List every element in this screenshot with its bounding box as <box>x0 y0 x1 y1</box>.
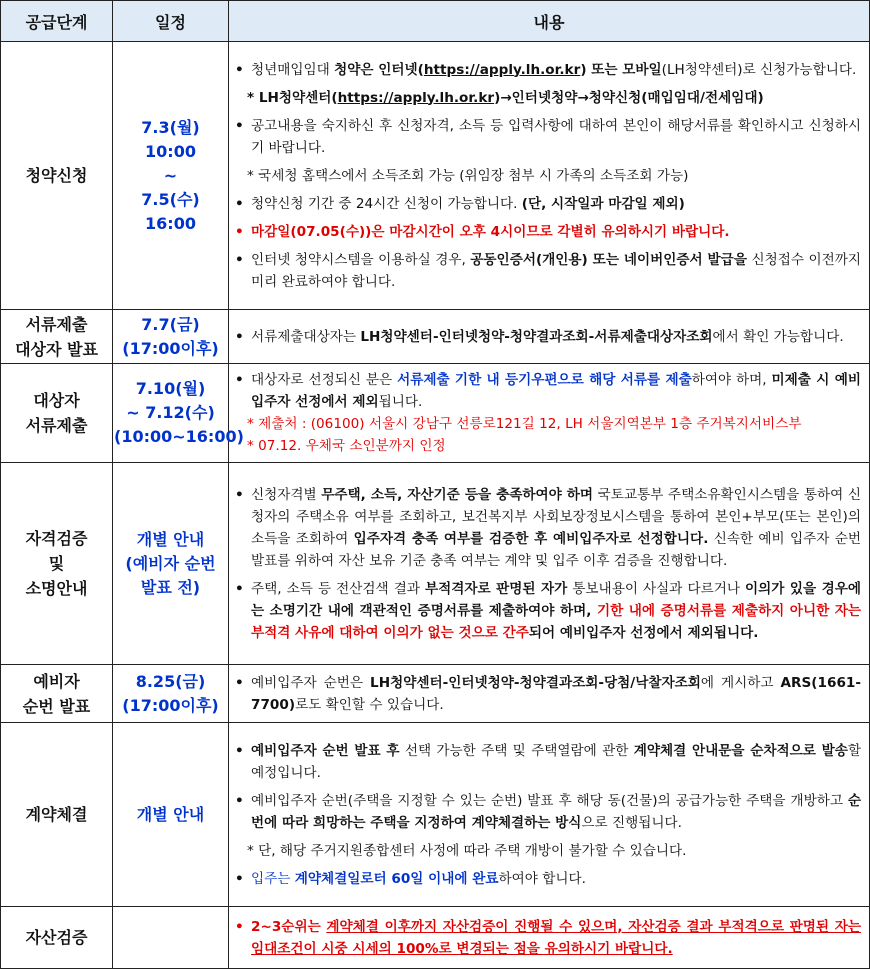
note-item: * 07.12. 우체국 소인분까지 인정 <box>247 438 446 454</box>
table-row-document-submit <box>1 364 870 463</box>
stage-label: 예비자 <box>33 671 80 691</box>
table-row-asset-check <box>1 907 870 969</box>
schedule-line: 7.5(수) <box>141 189 200 209</box>
content-cell <box>229 907 870 969</box>
table-row-contract <box>1 723 870 907</box>
bullet-item: • 청약신청 기간 중 24시간 신청이 가능합니다. (단, 시작일과 마감일 제외) <box>235 193 861 215</box>
schedule-line: 개별 안내 <box>136 804 205 824</box>
stage-label: 서류제출 <box>25 416 88 435</box>
content-cell <box>229 665 870 723</box>
stage-label: 서류제출 <box>25 314 88 334</box>
table-row-waitlist <box>1 665 870 723</box>
bullet-item-warning: • 마감일(07.05(수))은 마감시간이 오후 4시이므로 각별히 유의하시기 바랍니다. <box>235 221 861 243</box>
stage-label: 대상자 발표 <box>15 339 98 359</box>
content-cell <box>229 463 870 665</box>
table-row-document-target <box>1 310 870 364</box>
table-row-eligibility <box>1 463 870 665</box>
table-row-application <box>1 42 870 310</box>
schedule-cell-empty <box>113 907 229 969</box>
schedule-line: 개별 안내 <box>136 529 205 549</box>
content-cell <box>229 42 870 310</box>
bullet-item: • 주택, 소득 등 전산검색 결과 부적격자로 판명된 자가 통보내용이 사실과 다르거나 이의가 있을 경우에는 소명기간 내에 객관적인 증명서류를 제출하여야 하며, 기한 내에 증명서류를 제출하지 아니한 자는 부적격 사유에 대하여 이의가 없는 것으로 간주되어 예비입주자 선정에서 제외됩니다. <box>235 578 861 644</box>
schedule-line: (17:00이후) <box>122 695 219 715</box>
schedule-cell <box>113 42 229 310</box>
bullet-item: • 예비입주자 순번(주택을 지정할 수 있는 순번) 발표 후 해당 동(건물)의 공급가능한 주택을 개방하고 순번에 따라 희망하는 주택을 지정하여 계약체결하는 방식으로 진행됩니다. <box>235 790 861 834</box>
header-content: 내용 <box>229 1 870 42</box>
stage-cell <box>1 42 113 310</box>
header-stage: 공급단계 <box>1 1 113 42</box>
schedule-cell <box>113 665 229 723</box>
schedule-line: 7.7(금) <box>141 314 200 334</box>
schedule-line: 7.3(월) <box>141 117 200 137</box>
stage-label: 대상자 <box>33 391 80 410</box>
schedule-line: 8.25(금) <box>135 671 206 691</box>
note-item: * 국세청 홈택스에서 소득조회 가능 (위임장 첨부 시 가족의 소득조회 가능) <box>247 167 689 184</box>
header-row <box>1 1 870 42</box>
schedule-line: 7.10(월) <box>135 379 206 398</box>
bullet-item-warning: • 2~3순위는 계약체결 이후까지 자산검증이 진행될 수 있으며, 자산검증 결과 부적격으로 판명된 자는 임대조건이 시중 시세의 100%로 변경되는 점을 유의하시기 바랍니다. <box>235 916 861 960</box>
content-cell <box>229 364 870 463</box>
bullet-item: • 청년매입임대 청약은 인터넷(https://apply.lh.or.kr) 또는 모바일(LH청약센터)로 신청가능합니다. <box>235 59 861 81</box>
header-schedule: 일정 <box>113 1 229 42</box>
stage-cell <box>1 723 113 907</box>
bullet-item: • 예비입주자 순번은 LH청약센터-인터넷청약-청약결과조회-당첨/낙찰자조회에 게시하고 ARS(1661-7700)로도 확인할 수 있습니다. <box>235 672 861 716</box>
bullet-item: • 대상자로 선정되신 분은 서류제출 기한 내 등기우편으로 해당 서류를 제출하여야 하며, 미제출 시 예비입주자 선정에서 제외됩니다. <box>235 369 861 413</box>
schedule-cell <box>113 463 229 665</box>
schedule-cell <box>113 723 229 907</box>
note-item: * LH청약센터(https://apply.lh.or.kr)→인터넷청약→청약신청(매입임대/전세임대) <box>247 89 764 106</box>
schedule-line: 발표 전) <box>140 577 201 597</box>
schedule-line: ~ 7.12(수) <box>126 403 215 422</box>
stage-cell <box>1 665 113 723</box>
schedule-line: (17:00이후) <box>122 338 219 358</box>
bullet-item: • 신청자격별 무주택, 소득, 자산기준 등을 충족하여야 하며 국토교통부 주택소유확인시스템을 통하여 신청자의 주택소유 여부를 조회하고, 보건복지부 사회보장정보시스템을 통하여 본인+부모(또는 본인)의 소득을 조회하여 입주자격 충족 여부를 검증한 후 예비입주자로 선정합니다. 신속한 예비 입주자 순번 발표를 위하여 자산 보유 기준 충족 여부는 계약 및 입주 이후 검증을 진행합니다. <box>235 484 861 572</box>
schedule-line: 16:00 <box>145 213 196 233</box>
bullet-item: • 인터넷 청약시스템을 이용하실 경우, 공동인증서(개인용) 또는 네이버인증서 발급을 신청접수 이전까지 미리 완료하여야 합니다. <box>235 249 861 293</box>
schedule-line: ~ <box>163 165 178 185</box>
stage-cell <box>1 364 113 463</box>
stage-label: 자산검증 <box>25 928 88 947</box>
stage-label: 및 <box>48 554 65 573</box>
note-item: * 단, 해당 주거지원종합센터 사정에 따라 주택 개방이 불가할 수 있습니다. <box>247 842 687 859</box>
schedule-line: (10:00~16:00) <box>114 427 244 446</box>
content-cell <box>229 310 870 364</box>
bullet-item: • 공고내용을 숙지하신 후 신청자격, 소득 등 입력사항에 대하여 본인이 해당서류를 확인하시고 신청하시기 바랍니다. <box>235 115 861 159</box>
note-item: * 제출처 : (06100) 서울시 강남구 선릉로121길 12, LH 서울지역본부 1층 주거복지서비스부 <box>247 416 802 432</box>
stage-cell <box>1 310 113 364</box>
schedule-cell <box>113 310 229 364</box>
content-cell <box>229 723 870 907</box>
stage-label: 소명안내 <box>25 579 88 598</box>
stage-cell <box>1 907 113 969</box>
schedule-line: (예비자 순번 <box>125 553 216 573</box>
bullet-item: • 입주는 계약체결일로터 60일 이내에 완료하여야 합니다. <box>235 868 861 890</box>
schedule-cell <box>113 364 244 463</box>
stage-label: 자격검증 <box>25 529 88 548</box>
stage-cell <box>1 463 113 665</box>
stage-label: 계약체결 <box>25 805 88 824</box>
bullet-item: • 예비입주자 순번 발표 후 선택 가능한 주택 및 주택열람에 관한 계약체결 안내문을 순차적으로 발송할 예정입니다. <box>235 740 861 784</box>
stage-label: 순번 발표 <box>22 696 91 716</box>
stage-label: 청약신청 <box>25 166 88 185</box>
bullet-item: • 서류제출대상자는 LH청약센터-인터넷청약-청약결과조회-서류제출대상자조회에서 확인 가능합니다. <box>235 326 861 348</box>
schedule-line: 10:00 <box>145 141 196 161</box>
